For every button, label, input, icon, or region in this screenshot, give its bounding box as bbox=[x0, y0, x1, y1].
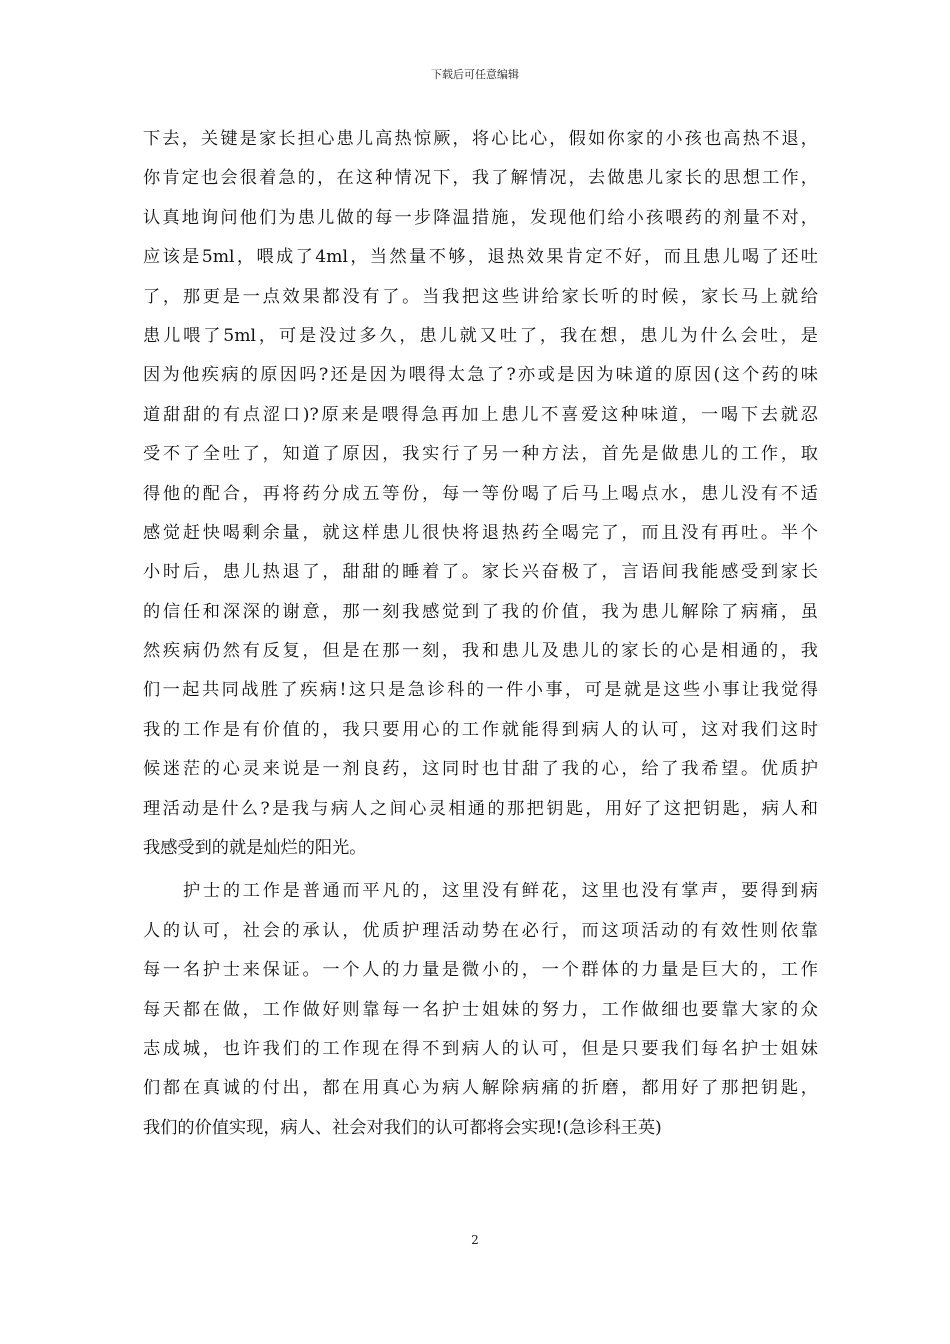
page-number: 2 bbox=[471, 1233, 479, 1247]
text-line: 每一名护士来保证。一个人的力量是微小的，一个群体的力量是巨大的，工作 bbox=[143, 960, 818, 981]
text-line: 志成城，也许我们的工作现在得不到病人的认可，但是只要我们每名护士姐妹 bbox=[143, 1038, 818, 1059]
text-line: 的信任和深深的谢意，那一刻我感觉到了我的价值，我为患儿解除了病痛，虽 bbox=[143, 601, 818, 622]
text-line: 候迷茫的心灵来说是一剂良药，这同时也甘甜了我的心，给了我希望。优质护 bbox=[143, 759, 818, 780]
text-line: 受不了全吐了，知道了原因，我实行了另一种方法，首先是做患儿的工作，取 bbox=[143, 444, 818, 465]
text-line: 每天都在做，工作做好则靠每一名护士姐妹的努力，工作做细也要靠大家的众 bbox=[143, 999, 818, 1020]
text-line: 护士的工作是普通而平凡的，这里没有鲜花，这里也没有掌声，要得到病 bbox=[183, 881, 818, 902]
text-line: 感觉赶快喝剩余量，就这样患儿很快将退热药全喝完了，而且没有再吐。半个 bbox=[143, 522, 818, 543]
text-line: 你肯定也会很着急的，在这种情况下，我了解情况，去做患儿家长的思想工作， bbox=[143, 168, 818, 189]
text-line: 患儿喂了5ml，可是没过多久，患儿就又吐了，我在想，患儿为什么会吐，是 bbox=[143, 325, 818, 346]
page-header: 下载后可任意编辑 bbox=[431, 68, 519, 81]
text-line: 我感受到的就是灿烂的阳光。 bbox=[143, 838, 367, 859]
text-line: 认真地询问他们为患儿做的每一步降温措施，发现他们给小孩喂药的剂量不对， bbox=[143, 207, 818, 228]
text-line: 理活动是什么?是我与病人之间心灵相通的那把钥匙，用好了这把钥匙，病人和 bbox=[143, 798, 818, 819]
text-line: 下去，关键是家长担心患儿高热惊厥，将心比心，假如你家的小孩也高热不退， bbox=[143, 129, 818, 149]
text-line: 们都在真诚的付出，都在用真心为病人解除病痛的折磨，都用好了那把钥匙， bbox=[143, 1078, 818, 1099]
paragraph-1 bbox=[143, 120, 818, 868]
text-line: 们一起共同战胜了疾病!这只是急诊科的一件小事，可是就是这些小事让我觉得 bbox=[143, 680, 818, 701]
text-line: 应该是5ml，喂成了4ml，当然量不够，退热效果肯定不好，而且患儿喝了还吐 bbox=[143, 247, 818, 268]
text-line: 我们的价值实现，病人、社会对我们的认可都将会实现!(急诊科王英) bbox=[143, 1117, 662, 1138]
text-line: 小时后，患儿热退了，甜甜的睡着了。家长兴奋极了，言语间我能感受到家长 bbox=[143, 562, 818, 583]
text-line: 人的认可，社会的承认，优质护理活动势在必行，而这项活动的有效性则依靠 bbox=[143, 920, 818, 941]
text-line: 得他的配合，再将药分成五等份，每一等份喝了后马上喝点水，患儿没有不适 bbox=[143, 483, 818, 504]
text-line: 然疾病仍然有反复，但是在那一刻，我和患儿及患儿的家长的心是相通的，我 bbox=[143, 641, 818, 662]
paragraph-2 bbox=[143, 872, 818, 1148]
text-line: 因为他疾病的原因吗?还是因为喂得太急了?亦或是因为味道的原因(这个药的味 bbox=[143, 365, 818, 386]
text-line: 我的工作是有价值的，我只要用心的工作就能得到病人的认可，这对我们这时 bbox=[143, 719, 818, 740]
text-line: 道甜甜的有点涩口)?原来是喂得急再加上患儿不喜爱这种味道，一喝下去就忍 bbox=[143, 404, 818, 425]
document-body bbox=[143, 120, 818, 1148]
text-line: 了，那更是一点效果都没有了。当我把这些讲给家长听的时候，家长马上就给 bbox=[143, 286, 818, 307]
